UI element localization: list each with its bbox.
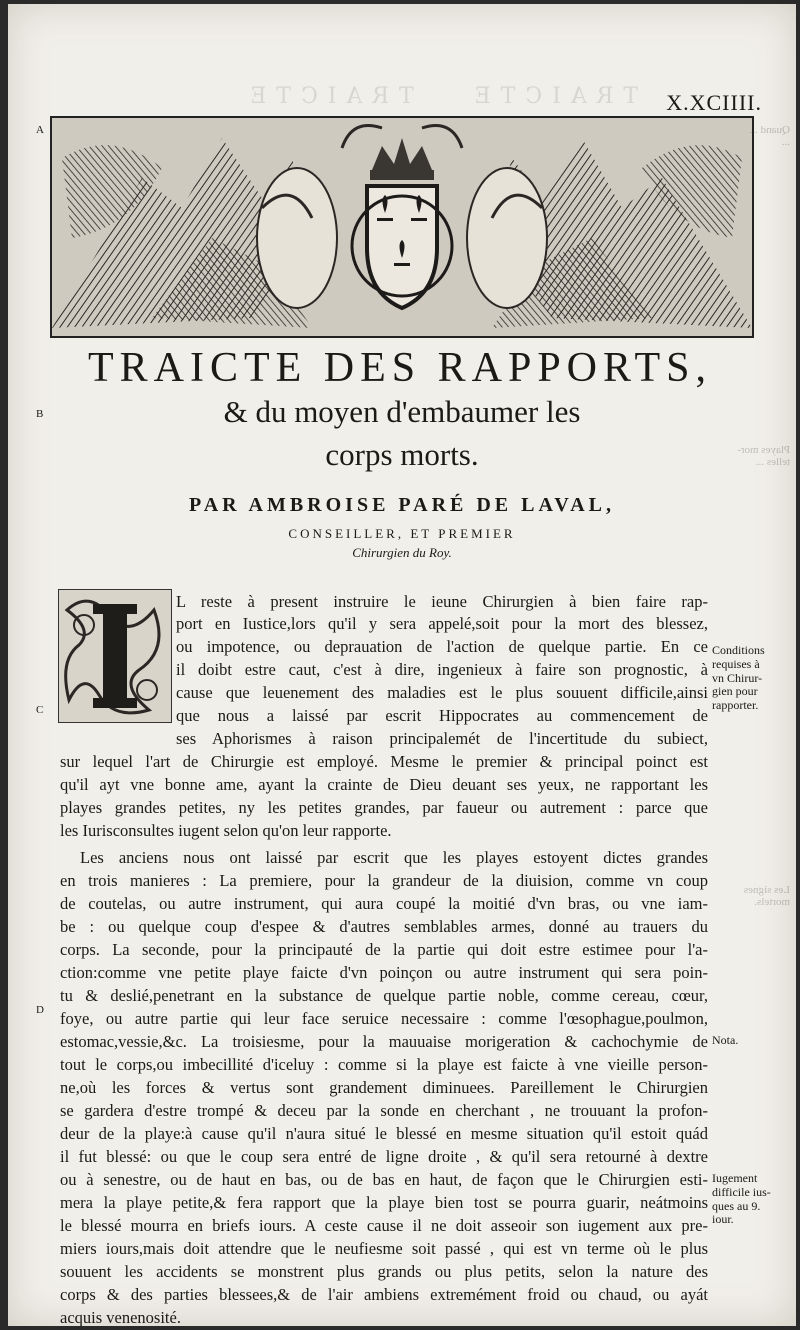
treatise-title: TRAICTE DES RAPPORTS,: [87, 345, 713, 391]
bleed-through-gloss: Quand ... ...: [749, 124, 790, 149]
gloss-line: requises à: [712, 656, 760, 671]
body-line: ne,où les forces & vertus sont grandement diminuees. Pareillement le Chirurgien: [60, 1078, 708, 1097]
gloss-line: Conditions: [712, 643, 765, 657]
body-line: foye, ou autre partie qui leur face seruice necessaire : comme l'œsophague,poulmon,: [60, 1009, 708, 1028]
decorated-initial-icon: [58, 589, 172, 723]
body-line: il fut blessé: ou que le coup sera entré de ligne droite , & qu'il sera retourné à dextre: [60, 1147, 708, 1166]
marginal-note-nota: Nota.: [712, 1033, 739, 1047]
margin-letter-c: C: [36, 704, 44, 716]
body-line: il doibt estre caut, c'est à dire, ingenieux à faire son prognostic, à: [176, 660, 708, 679]
body-line: port en Iustice,lors qu'il y sera appelé,soit pour la mort des blessez,: [176, 614, 708, 633]
treatise-subtitle-line1: & du moyen d'embaumer les: [223, 394, 581, 429]
body-line: acquis venenosité.: [60, 1308, 181, 1326]
marginal-note-iugement: [712, 1172, 792, 1227]
royal-arms-banner-icon: [50, 116, 754, 338]
body-line: L reste à present instruire le ieune Chirurgien à bien faire rap-: [176, 592, 708, 611]
margin-letter-d: D: [36, 1004, 44, 1016]
gloss-line: difficile ius-: [712, 1184, 771, 1199]
gloss-line: vn Chirur-: [712, 670, 763, 685]
gloss-line: ques au 9.: [712, 1198, 761, 1213]
folio-number: X.XCIIII.: [666, 90, 762, 115]
body-line: miers iours,mais doit attendre que le neufiesme soit passé , qui est vn terme où le plus: [60, 1239, 708, 1258]
body-line: deur de la playe:à cause qu'il n'aura situé le blessé en mesme situation qu'il estoit quád: [60, 1124, 708, 1143]
gloss-line: gien pour: [712, 684, 758, 699]
body-line: sur lequel l'art de Chirurgie est employé. Mesme le premier & principal poinct est: [60, 752, 708, 771]
body-line: cause que leuenement des maladies est le plus souuent difficile,ainsi: [176, 683, 708, 702]
gloss-line: iour.: [712, 1212, 734, 1227]
body-line: be : ou quelque coup d'espee & d'autres semblables armes, donné au trauers du: [60, 917, 708, 936]
bleed-through-gloss: Playes mor- telles ...: [737, 444, 790, 469]
body-line: corps. La seconde, pour la principauté de la partie qui doit estre estimee pour l'a-: [60, 940, 708, 959]
body-line: que nous a laissé par escrit Hippocrates au commencement de: [176, 706, 708, 725]
body-line: corps & des parties blessees,& de l'air ambiens extremément froid ou chaud, ou ayát: [60, 1285, 708, 1304]
body-line: Les anciens nous ont laissé par escrit que les playes estoyent dictes grandes: [80, 848, 708, 867]
gloss-line: Iugement: [712, 1171, 758, 1185]
marginal-note-conditions: [712, 644, 792, 713]
author-office-line2: Chirurgien du Roy.: [352, 545, 452, 560]
author-line: PAR AMBROISE PARÉ DE LAVAL,: [188, 494, 616, 516]
body-line: souuent les accidents se monstrent plus grands ou plus petits, selon la nature des: [60, 1262, 708, 1281]
margin-letter-a: A: [36, 124, 44, 136]
bleed-through-text: TRAICTE TRAICTE: [240, 84, 638, 109]
body-line: en trois manieres : La premiere, pour la grandeur de la diuision, comme vn coup: [60, 871, 708, 890]
body-line: tout le corps,ou imbecillité d'iceluy : comme si la playe est faicte à vne vieille person-: [60, 1055, 708, 1074]
body-line: se gardera d'estre trompé & deceu par la sonde en cherchant , ne trouuant la profon-: [60, 1101, 708, 1120]
book-page: [8, 4, 796, 1326]
author-office-line1: CONSEILLER, ET PREMIER: [288, 526, 516, 541]
body-line: qu'il ayt vne bonne ame, ayant la crainte de Dieu deuant ses yeux, ne rapportant les: [60, 775, 708, 794]
bleed-through-gloss: Les signes mortels.: [743, 884, 790, 909]
body-line: ou à senestre, ou de haut en bas, ou de bas en haut, de façon que le Chirurgien esti-: [60, 1170, 708, 1189]
body-line: ction:comme vne petite playe faicte d'vn poinçon ou autre instrument qui sera poin-: [60, 963, 708, 982]
body-line: de coutelas, ou autre instrument, qui aura coupé la moitié d'vn bras, ou vne iam-: [60, 894, 708, 913]
margin-letter-b: B: [36, 408, 44, 420]
body-line: le blessé mourra en briefs iours. A ceste cause il ne doit asseoir son iugement aux pre-: [60, 1216, 708, 1235]
body-line: tu & deslié,penetrant en la substance de quelque partie noble, comme cereau, cœur,: [60, 986, 708, 1005]
body-line: ou impotence, ou deprauation de l'action de quelque partie. En ce: [176, 637, 708, 656]
body-line: les Iurisconsultes iugent selon qu'on leur rapporte.: [60, 821, 392, 840]
body-line: mera la playe petite,& fera rapport que la playe bien tost se pourra guarir, neátmoins: [60, 1193, 708, 1212]
body-line: ses Aphorismes à raison principalemét de l'incertitude du subiect,: [176, 729, 708, 748]
gloss-line: rapporter.: [712, 698, 759, 713]
treatise-subtitle-line2: corps morts.: [325, 437, 479, 472]
body-line: playes grandes petites, ny les petites grandes, par faueur ou autrement : parce que: [60, 798, 708, 817]
body-line: estomac,vessie,&c. La troisiesme, pour la mauuaise morigeration & cachochymie de: [60, 1032, 708, 1051]
